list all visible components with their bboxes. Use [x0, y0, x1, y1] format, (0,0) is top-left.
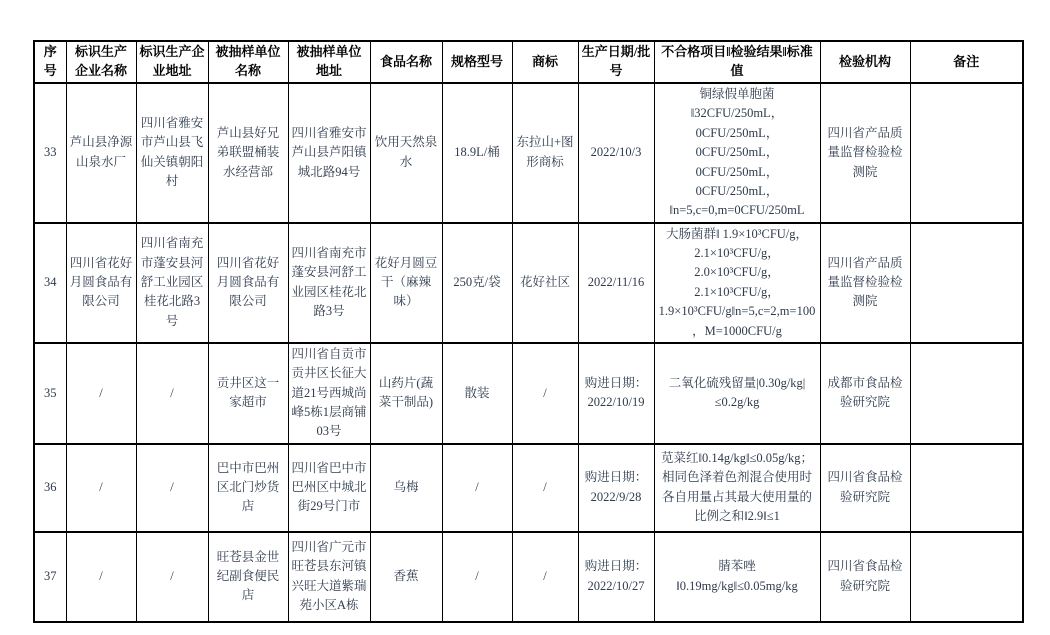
cell-sampled-unit-address: 四川省南充市蓬安县河舒工业园区桂花北路3号: [288, 223, 370, 343]
cell-food-name: 香蕉: [370, 532, 442, 622]
col-header-producer-name: 标识生产企业名称: [66, 41, 136, 83]
cell-production-date: 购进日期：2022/9/28: [578, 444, 654, 532]
cell-spec-model: 18.9L/桶: [442, 83, 512, 223]
table-row: [34, 444, 1023, 532]
table-row: [34, 532, 1023, 622]
cell-food-name: 乌梅: [370, 444, 442, 532]
cell-seq-no: 36: [34, 444, 66, 532]
col-header-producer-address: 标识生产企业地址: [136, 41, 208, 83]
cell-sampled-unit-address: 四川省广元市旺苍县东河镇兴旺大道紫瑞苑小区A栋: [288, 532, 370, 622]
cell-seq-no: 34: [34, 223, 66, 343]
cell-inspection-agency: 四川省产品质量监督检验检测院: [820, 223, 910, 343]
cell-nonconforming-item: 腈苯唑‖0.19mg/kg‖≤0.05mg/kg: [654, 532, 820, 622]
cell-production-date: 2022/11/16: [578, 223, 654, 343]
cell-inspection-agency: 四川省食品检验研究院: [820, 444, 910, 532]
cell-inspection-agency: 成都市食品检验研究院: [820, 343, 910, 444]
cell-remarks: [910, 83, 1023, 223]
inspection-results-document: [33, 40, 1024, 623]
cell-producer-address: 四川省雅安市芦山县飞仙关镇朝阳村: [136, 83, 208, 223]
cell-producer-name: 四川省花好月圆食品有限公司: [66, 223, 136, 343]
cell-remarks: [910, 532, 1023, 622]
cell-producer-name: /: [66, 444, 136, 532]
cell-seq-no: 37: [34, 532, 66, 622]
cell-producer-name: /: [66, 343, 136, 444]
cell-remarks: [910, 223, 1023, 343]
cell-sampled-unit-name: 芦山县好兄弟联盟桶装水经营部: [208, 83, 288, 223]
cell-food-name: 山药片(蔬菜干制品): [370, 343, 442, 444]
col-header-nonconforming-item: 不合格项目‖检验结果‖标准值: [654, 41, 820, 83]
col-header-production-date: 生产日期/批号: [578, 41, 654, 83]
cell-seq-no: 33: [34, 83, 66, 223]
cell-spec-model: 散装: [442, 343, 512, 444]
cell-sampled-unit-address: 四川省雅安市芦山县芦阳镇城北路94号: [288, 83, 370, 223]
cell-production-date: 购进日期：2022/10/19: [578, 343, 654, 444]
cell-producer-address: /: [136, 343, 208, 444]
cell-food-name: 花好月圆豆干（麻辣味）: [370, 223, 442, 343]
cell-producer-address: 四川省南充市蓬安县河舒工业园区桂花北路3号: [136, 223, 208, 343]
col-header-spec-model: 规格型号: [442, 41, 512, 83]
cell-producer-address: /: [136, 532, 208, 622]
cell-nonconforming-item: 大肠菌群‖ 1.9×10³CFU/g，2.1×10³CFU/g，2.0×10³CFU/g，2.1×10³CFU/g，1.9×10³CFU/g‖n=5,c=2,m=100，M=1000CFU/g: [654, 223, 820, 343]
cell-sampled-unit-name: 贡井区这一家超市: [208, 343, 288, 444]
cell-spec-model: /: [442, 444, 512, 532]
col-header-sampled-unit-address: 被抽样单位地址: [288, 41, 370, 83]
table-row: [34, 83, 1023, 223]
col-header-food-name: 食品名称: [370, 41, 442, 83]
cell-production-date: 2022/10/3: [578, 83, 654, 223]
cell-trademark: /: [512, 444, 578, 532]
cell-producer-name: 芦山县净源山泉水厂: [66, 83, 136, 223]
cell-sampled-unit-name: 四川省花好月圆食品有限公司: [208, 223, 288, 343]
cell-production-date: 购进日期：2022/10/27: [578, 532, 654, 622]
cell-sampled-unit-name: 巴中市巴州区北门炒货店: [208, 444, 288, 532]
cell-spec-model: 250克/袋: [442, 223, 512, 343]
inspection-table: [33, 40, 1024, 623]
cell-nonconforming-item: 二氧化硫残留量|0.30g/kg|≤0.2g/kg: [654, 343, 820, 444]
cell-sampled-unit-address: 四川省自贡市贡井区长征大道21号西城尚峰5栋1层商铺03号: [288, 343, 370, 444]
cell-inspection-agency: 四川省产品质量监督检验检测院: [820, 83, 910, 223]
col-header-sampled-unit-name: 被抽样单位名称: [208, 41, 288, 83]
cell-sampled-unit-address: 四川省巴中市巴州区中城北街29号门市: [288, 444, 370, 532]
cell-sampled-unit-name: 旺苍县金世纪副食便民店: [208, 532, 288, 622]
cell-nonconforming-item: 铜绿假单胞菌‖32CFU/250mL，0CFU/250mL，0CFU/250mL，0CFU/250mL，0CFU/250mL，‖n=5,c=0,m=0CFU/250mL: [654, 83, 820, 223]
cell-producer-address: /: [136, 444, 208, 532]
col-header-remarks: 备注: [910, 41, 1023, 83]
header-row: [34, 41, 1023, 83]
cell-seq-no: 35: [34, 343, 66, 444]
cell-remarks: [910, 444, 1023, 532]
cell-spec-model: /: [442, 532, 512, 622]
cell-trademark: /: [512, 343, 578, 444]
cell-remarks: [910, 343, 1023, 444]
cell-producer-name: /: [66, 532, 136, 622]
cell-trademark: 东拉山+图形商标: [512, 83, 578, 223]
cell-nonconforming-item: 苋菜红‖0.14g/kg‖≤0.05g/kg；相同色泽着色剂混合使用时各自用量占其最大使用量的比例之和‖2.9‖≤1: [654, 444, 820, 532]
col-header-trademark: 商标: [512, 41, 578, 83]
col-header-seq-no: 序号: [34, 41, 66, 83]
cell-inspection-agency: 四川省食品检验研究院: [820, 532, 910, 622]
table-row: [34, 223, 1023, 343]
cell-trademark: /: [512, 532, 578, 622]
cell-trademark: 花好社区: [512, 223, 578, 343]
col-header-inspection-agency: 检验机构: [820, 41, 910, 83]
cell-food-name: 饮用天然泉水: [370, 83, 442, 223]
table-row: [34, 343, 1023, 444]
